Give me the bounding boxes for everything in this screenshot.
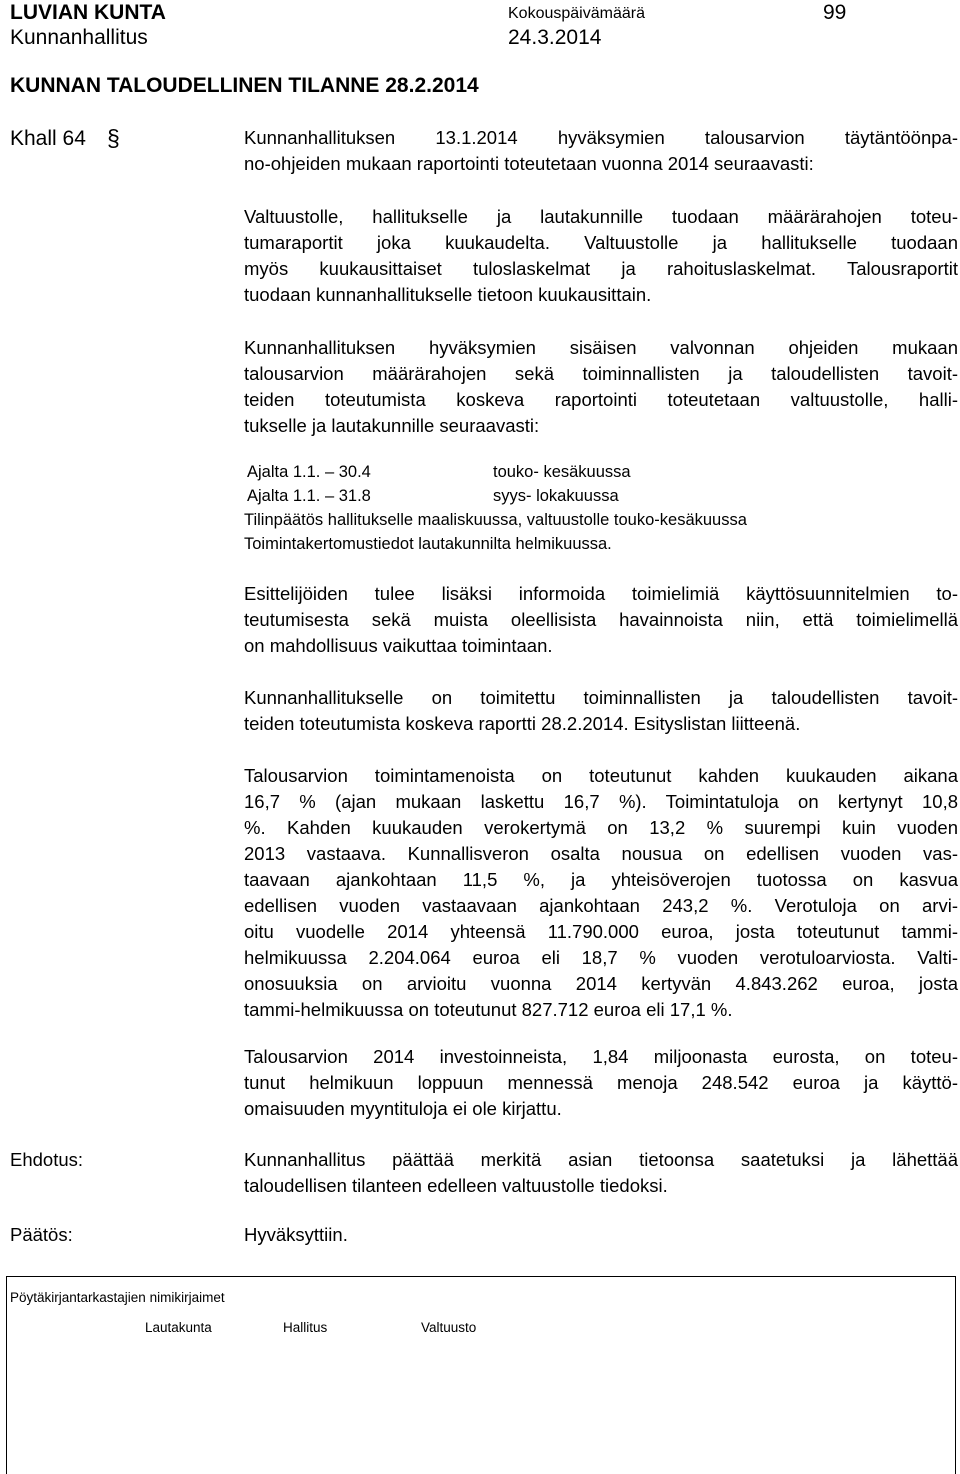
- meeting-date: 24.3.2014: [508, 26, 602, 49]
- section-number: Khall 64: [10, 127, 86, 150]
- department-name: Kunnanhallitus: [10, 26, 148, 49]
- paragraph-line: onosuuksia on arvioitu vuonna 2014 kertyvän 4.843.262 euroa, josta: [244, 973, 958, 994]
- paragraph-line: tukselle ja lautakunnille seuraavasti:: [244, 415, 540, 436]
- paragraph-7: [244, 1044, 958, 1122]
- paragraph-line: taloudellisen tilanteen edelleen valtuustolle tiedoksi.: [244, 1175, 668, 1196]
- footer-col-valtuusto: Valtuusto: [421, 1320, 477, 1335]
- decision-label: Päätös:: [10, 1224, 73, 1245]
- proposal-label: Ehdotus:: [10, 1149, 84, 1170]
- organization-name: LUVIAN KUNTA: [10, 1, 166, 24]
- paragraph-line: oitu vuodelle 2014 yhteensä 11.790.000 euroa, josta toteutunut tammi-: [244, 921, 958, 942]
- paragraph-line: tumaraportit joka kuukaudelta. Valtuustolle ja hallitukselle tuodaan: [244, 232, 958, 253]
- footer-signatures-label: Pöytäkirjantarkastajien nimikirjaimet: [10, 1290, 225, 1305]
- paragraph-line: edellisen vuoden vastaavaan ajankohtaan 243,2 %. Verotuloja on arvi-: [244, 895, 958, 916]
- document-title: KUNNAN TALOUDELLINEN TILANNE 28.2.2014: [10, 74, 479, 97]
- schedule-when: touko- kesäkuussa: [493, 463, 631, 481]
- footer-divider: [6, 1276, 956, 1277]
- paragraph-6: [244, 763, 958, 1023]
- paragraph-1: [244, 125, 958, 177]
- footer-border: [955, 1276, 956, 1474]
- reporting-schedule: [244, 460, 958, 556]
- paragraph-line: 2013 vastaava. Kunnallisveron osalta nousua on edellisen vuoden vas-: [244, 843, 958, 864]
- paragraph-line: Kunnanhallitus päättää merkitä asian tietoonsa saatetuksi ja lähettää: [244, 1149, 958, 1170]
- paragraph-line: tunut helmikuun loppuun mennessä menoja 248.542 euroa ja käyttö-: [244, 1072, 958, 1093]
- page-number: 99: [823, 1, 847, 24]
- paragraph-line: on mahdollisuus vaikuttaa toimintaan.: [244, 635, 553, 656]
- paragraph-line: Kunnanhallituksen 13.1.2014 hyväksymien talousarvion täytäntöönpa-: [244, 127, 958, 148]
- schedule-line: Toimintakertomustiedot lautakunnilta helmikuussa.: [244, 535, 612, 553]
- proposal-text: [244, 1147, 958, 1199]
- paragraph-line: %. Kahden kuukauden verokertymä on 13,2 % suurempi kuin vuoden: [244, 817, 958, 838]
- section-symbol: §: [107, 125, 120, 151]
- meeting-date-label: Kokouspäivämäärä: [508, 5, 645, 22]
- paragraph-3: [244, 335, 958, 439]
- footer-border: [6, 1276, 7, 1474]
- paragraph-line: Valtuustolle, hallitukselle ja lautakunnille tuodaan määrärahojen toteu-: [244, 206, 958, 227]
- paragraph-line: teiden toteutumista koskeva raportointi toteutetaan valtuustolle, halli-: [244, 389, 958, 410]
- paragraph-line: teiden toteutumista koskeva raportti 28.2.2014. Esityslistan liitteenä.: [244, 713, 801, 734]
- paragraph-line: tammi-helmikuussa on toteutunut 827.712 euroa eli 17,1 %.: [244, 999, 733, 1020]
- paragraph-line: Talousarvion toimintamenoista on toteutunut kahden kuukauden aikana: [244, 765, 958, 786]
- paragraph-line: tuodaan kunnanhallitukselle tietoon kuukausittain.: [244, 284, 652, 305]
- paragraph-line: omaisuuden myyntituloja ei ole kirjattu.: [244, 1098, 562, 1119]
- paragraph-line: Esittelijöiden tulee lisäksi informoida toimielimiä käyttösuunnitelmien to-: [244, 583, 958, 604]
- paragraph-line: taavaan ajankohtaan 11,5 %, ja yhteisöverojen tuotossa on kasvua: [244, 869, 958, 890]
- decision-text: Hyväksyttiin.: [244, 1224, 348, 1245]
- schedule-row: [244, 484, 958, 508]
- schedule-row: [244, 460, 958, 484]
- paragraph-line: Talousarvion 2014 investoinneista, 1,84 miljoonasta eurosta, on toteu-: [244, 1046, 958, 1067]
- paragraph-line: myös kuukausittaiset tuloslaskelmat ja rahoituslaskelmat. Talousraportit: [244, 258, 958, 279]
- paragraph-line: teutumisesta sekä muista oleellisista havainnoista niin, että toimielimellä: [244, 609, 958, 630]
- paragraph-line: 16,7 % (ajan mukaan laskettu 16,7 %). Toimintatuloja on kertynyt 10,8: [244, 791, 958, 812]
- schedule-period: Ajalta 1.1. – 30.4: [247, 463, 371, 481]
- schedule-when: syys- lokakuussa: [493, 487, 619, 505]
- paragraph-line: talousarvion määrärahojen sekä toiminnallisten ja taloudellisten tavoit-: [244, 363, 958, 384]
- paragraph-line: Kunnanhallitukselle on toimitettu toiminnallisten ja taloudellisten tavoit-: [244, 687, 958, 708]
- schedule-line: Tilinpäätös hallitukselle maaliskuussa, valtuustolle touko-kesäkuussa: [244, 511, 747, 529]
- schedule-period: Ajalta 1.1. – 31.8: [247, 487, 371, 505]
- footer-col-lautakunta: Lautakunta: [145, 1320, 212, 1335]
- paragraph-5: [244, 685, 958, 737]
- paragraph-line: no-ohjeiden mukaan raportointi toteutetaan vuonna 2014 seuraavasti:: [244, 153, 814, 174]
- paragraph-4: [244, 581, 958, 659]
- paragraph-line: helmikuussa 2.204.064 euroa eli 18,7 % vuoden verotuloarviosta. Valti-: [244, 947, 958, 968]
- paragraph-line: Kunnanhallituksen hyväksymien sisäisen valvonnan ohjeiden mukaan: [244, 337, 958, 358]
- paragraph-2: [244, 204, 958, 308]
- footer-col-hallitus: Hallitus: [283, 1320, 328, 1335]
